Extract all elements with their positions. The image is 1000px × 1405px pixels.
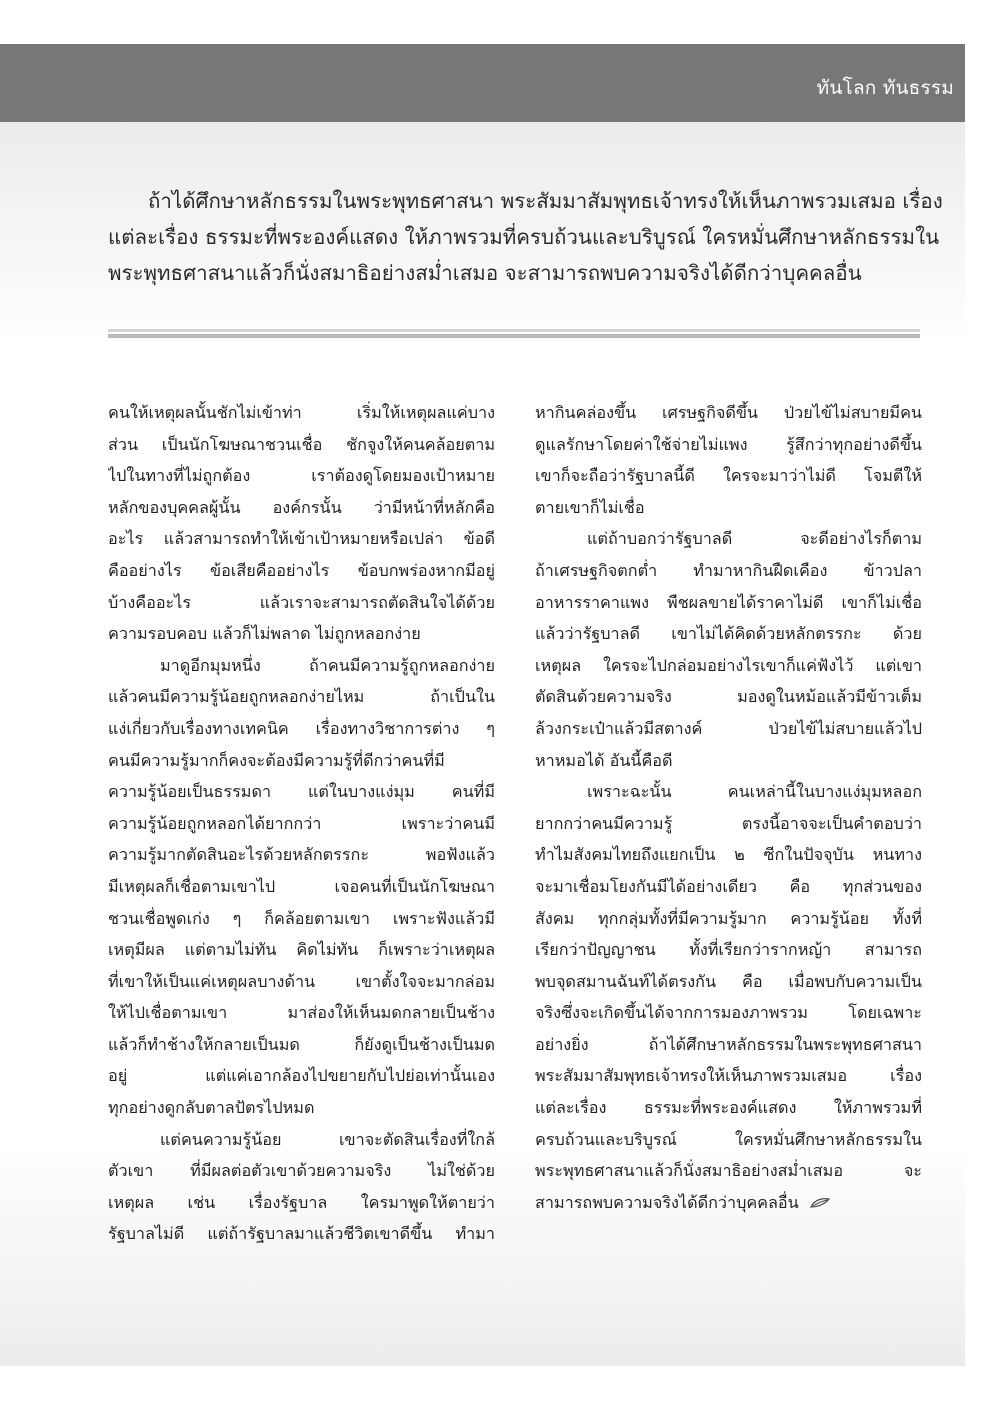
text-line: อาหารราคาแพง พืชผลขายได้ราคาไม่ดี เขาก็ไม่เชื่อ [535, 592, 922, 612]
text-line-final [535, 1187, 922, 1219]
intro-line: พระพุทธศาสนาแล้วก็นั่งสมาธิอย่างสม่ำเสมอ จะสามารถพบความจริงได้ดีกว่าบุคคลอื่น [108, 261, 862, 285]
text-line: มาดูอีกมุมหนึ่ง ถ้าคนมีความรู้ถูกหลอกง่าย [160, 655, 495, 675]
text-line: ให้ไปเชื่อตามเขา มาส่องให้เห็นมดกลายเป็นช้าง [108, 1003, 495, 1023]
text-line: พระพุทธศาสนาแล้วก็นั่งสมาธิอย่างสม่ำเสมอ จะ [535, 1161, 922, 1181]
text-line: เหตุผล ใครจะไปกล่อมอย่างไรเขาก็แค่ฟังไว้ แต่เขา [535, 655, 922, 675]
text-line: อย่างยิ่ง ถ้าได้ศึกษาหลักธรรมในพระพุทธศาสนา [535, 1034, 922, 1054]
text-line: เพราะฉะนั้น คนเหล่านี้ในบางแง่มุมหลอก [587, 782, 922, 802]
text-line: ถ้าเศรษฐกิจตกต่ำ ทำมาหากินฝืดเคือง ข้าวปลา [535, 560, 922, 580]
text-line: แต่คนความรู้น้อย เขาจะตัดสินเรื่องที่ใกล้ [160, 1129, 495, 1149]
intro-quote [108, 183, 943, 291]
article-column-left [108, 397, 495, 1250]
divider-rule [108, 329, 920, 338]
text-line: เขาก็จะถือว่ารัฐบาลนี้ดี ใครจะมาว่าไม่ดี โจมตีให้ [535, 466, 922, 486]
text-line: ไปในทางที่ไม่ถูกต้อง เราต้องดูโดยมองเป้าหมาย [108, 466, 495, 486]
text-line: แง่เกี่ยวกับเรื่องทางเทคนิค เรื่องทางวิชาการต่าง ๆ [108, 718, 495, 738]
text-line: ความรู้น้อยถูกหลอกได้ยากกว่า เพราะว่าคนมี [108, 813, 495, 833]
text-line: ที่เขาให้เป็นแค่เหตุผลบางด้าน เขาตั้งใจจะมากล่อม [108, 971, 495, 991]
text-line: แล้วว่ารัฐบาลดี เขาไม่ได้คิดด้วยหลักตรรกะ ด้วย [535, 624, 922, 644]
text-line: พบจุดสมานฉันท์ได้ตรงกัน คือ เมื่อพบกับความเป็น [535, 971, 922, 991]
text-line: ความรู้มากตัดสินอะไรด้วยหลักตรรกะ พอฟังแล้ว [108, 845, 495, 865]
leaf-end-mark-icon [809, 1197, 831, 1209]
section-title: ทันโลก ทันธรรม [816, 77, 954, 99]
intro-line: ถ้าได้ศึกษาหลักธรรมในพระพุทธศาสนา พระสัมมาสัมพุทธเจ้าทรงให้เห็นภาพรวมเสมอ เรื่อง [148, 189, 943, 213]
article-column-right [535, 397, 922, 1218]
text-line: รัฐบาลไม่ดี แต่ถ้ารัฐบาลมาแล้วชีวิตเขาดีขึ้น ทำมา [108, 1224, 495, 1244]
text-line: ตัดสินด้วยความจริง มองดูในหม้อแล้วมีข้าวเต็ม [535, 687, 922, 707]
text-line: อยู่ แต่แค่เอากล้องไปขยายกับไปย่อเท่านั้นเอง [108, 1066, 495, 1086]
text-line: บ้างคืออะไร แล้วเราจะสามารถตัดสินใจได้ด้วย [108, 592, 495, 612]
text-line: จริงซึ่งจะเกิดขึ้นได้จากการมองภาพรวม โดยเฉพาะ [535, 1003, 922, 1023]
text-line: จะมาเชื่อมโยงกันมีได้อย่างเดียว คือ ทุกส่วนของ [535, 876, 922, 896]
text-line: แต่ละเรื่อง ธรรมะที่พระองค์แสดง ให้ภาพรวมที่ [535, 1098, 922, 1118]
text-line: ครบถ้วนและบริบูรณ์ ใครหมั่นศึกษาหลักธรรมใน [535, 1129, 922, 1149]
text-line: สังคม ทุกกลุ่มทั้งที่มีความรู้มาก ความรู้น้อย ทั้งที่ [535, 908, 922, 928]
text-line: ความรู้น้อยเป็นธรรมดา แต่ในบางแง่มุม คนที่มี [108, 782, 495, 802]
text-line: คนมีความรู้มากก็คงจะต้องมีความรู้ที่ดีกว่าคนที่มี [108, 750, 445, 770]
text-line: หลักของบุคคลผู้นั้น องค์กรนั้น ว่ามีหน้าที่หลักคือ [108, 497, 495, 517]
text-line: ดูแลรักษาโดยค่าใช้จ่ายไม่แพง รู้สึกว่าทุกอย่างดีขึ้น [535, 434, 922, 454]
text-line: ส่วน เป็นนักโฆษณาชวนเชื่อ ชักจูงให้คนคล้อยตาม [108, 434, 495, 454]
text-line: หากินคล่องขึ้น เศรษฐกิจดีขึ้น ป่วยไข้ไม่สบายมีคน [535, 403, 922, 422]
text-line: ความรอบคอบ แล้วก็ไม่พลาด ไม่ถูกหลอกง่าย [108, 624, 421, 644]
text-line: เหตุมีผล แต่ตามไม่ทัน คิดไม่ทัน ก็เพราะว่าเหตุผล [108, 940, 495, 960]
text-line: อะไร แล้วสามารถทำให้เข้าเป้าหมายหรือเปล่า ข้อดี [108, 529, 495, 549]
text-line: หาหมอได้ อันนี้คือดี [535, 750, 673, 770]
text-line: ทุกอย่างดูกลับตาลปัตรไปหมด [108, 1098, 315, 1118]
text-line: ตายเขาก็ไม่เชื่อ [535, 497, 645, 517]
text-line: พระสัมมาสัมพุทธเจ้าทรงให้เห็นภาพรวมเสมอ เรื่อง [535, 1066, 922, 1086]
text-line: แล้วคนมีความรู้น้อยถูกหลอกง่ายไหม ถ้าเป็นใน [108, 687, 495, 707]
text-line: คนให้เหตุผลนั้นชักไม่เข้าท่า เริ่มให้เหตุผลแค่บาง [108, 403, 495, 422]
final-line-text: สามารถพบความจริงได้ดีกว่าบุคคลอื่น [535, 1192, 799, 1212]
text-line: เหตุผล เช่น เรื่องรัฐบาล ใครมาพูดให้ตายว่า [108, 1192, 495, 1212]
text-line: แล้วก็ทำช้างให้กลายเป็นมด ก็ยังดูเป็นช้างเป็นมด [108, 1034, 495, 1054]
text-line: แต่ถ้าบอกว่ารัฐบาลดี จะดีอย่างไรก็ตาม [587, 529, 922, 549]
text-line: มีเหตุผลก็เชื่อตามเขาไป เจอคนที่เป็นนักโฆษณา [108, 876, 495, 896]
text-line: ชวนเชื่อพูดเก่ง ๆ ก็คล้อยตามเขา เพราะฟังแล้วมี [108, 908, 495, 928]
text-line: คืออย่างไร ข้อเสียคืออย่างไร ข้อบกพร่องหากมีอยู่ [108, 560, 495, 580]
text-line: ยากกว่าคนมีความรู้ ตรงนี้อาจจะเป็นคำตอบว่า [535, 813, 922, 833]
text-line: ตัวเขา ที่มีผลต่อตัวเขาด้วยความจริง ไม่ใช่ด้วย [108, 1161, 495, 1181]
intro-line: แต่ละเรื่อง ธรรมะที่พระองค์แสดง ให้ภาพรวมที่ครบถ้วนและบริบูรณ์ ใครหมั่นศึกษาหลักธรรมใน [108, 225, 940, 249]
text-line: ล้วงกระเป๋าแล้วมีสตางค์ ป่วยไข้ไม่สบายแล้วไป [535, 718, 922, 738]
text-line: เรียกว่าปัญญาชน ทั้งที่เรียกว่ารากหญ้า สามารถ [535, 940, 922, 960]
text-line: ทำไมสังคมไทยถึงแยกเป็น ๒ ซีกในปัจจุบัน หนทาง [535, 845, 922, 865]
